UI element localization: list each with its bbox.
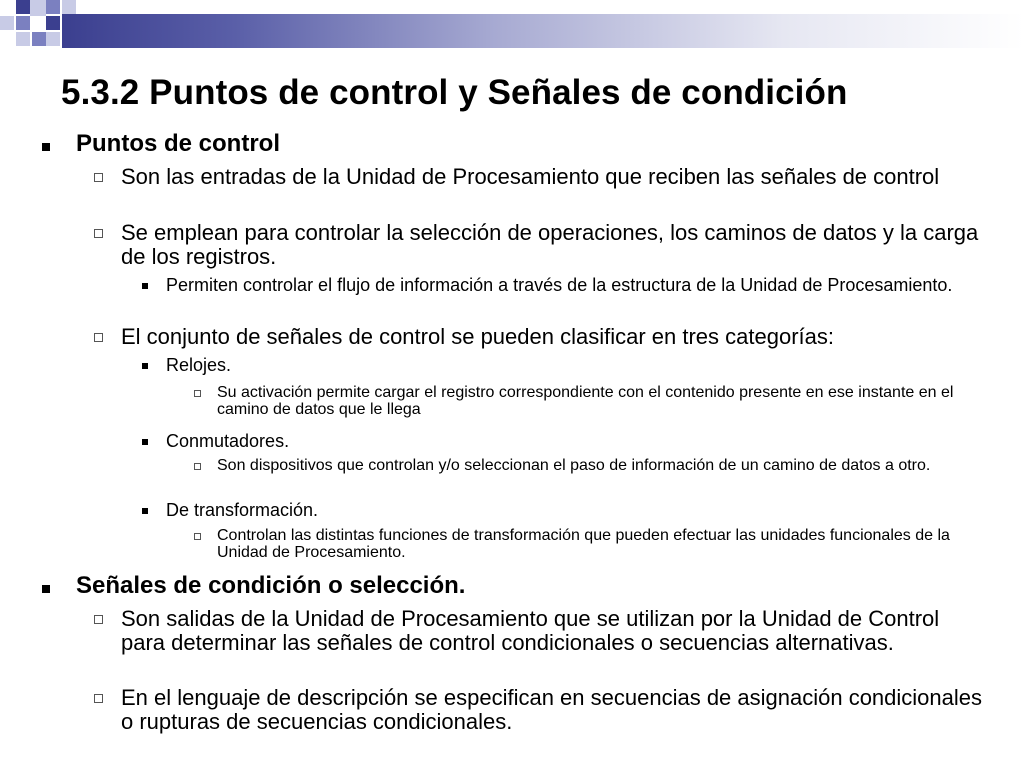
header-gradient-bar	[62, 14, 1024, 48]
decor-square	[30, 0, 46, 16]
bullet-text: En el lenguaje de descripción se especifican en secuencias de asignación condicionales o rupturas de secuencias condicionales.	[121, 685, 983, 734]
decor-square	[46, 16, 60, 30]
decor-square	[46, 0, 60, 14]
filled-square-bullet-icon	[42, 585, 50, 593]
decor-square	[16, 16, 30, 30]
filled-square-bullet-icon	[142, 439, 148, 445]
filled-square-bullet-icon	[142, 363, 148, 369]
bullet-text: Permiten controlar el flujo de información a través de la estructura de la Unidad de Procesamiento.	[166, 275, 953, 295]
bullet-text: Se emplean para controlar la selección de operaciones, los caminos de datos y la carga de los registros.	[121, 220, 979, 269]
decor-square	[16, 32, 30, 46]
decor-square	[0, 16, 14, 30]
hollow-square-bullet-icon	[94, 229, 103, 238]
hollow-square-bullet-icon	[194, 533, 201, 540]
decor-square	[46, 32, 60, 46]
bullet-text: De transformación.	[166, 500, 319, 520]
hollow-square-bullet-icon	[94, 615, 103, 624]
hollow-square-bullet-icon	[94, 694, 103, 703]
hollow-square-bullet-icon	[94, 333, 103, 342]
bullet-text: Son salidas de la Unidad de Procesamiento que se utilizan por la Unidad de Control para determinar las señales de control condicionales o secuencias alternativas.	[121, 606, 940, 655]
hollow-square-bullet-icon	[94, 173, 103, 182]
bullet-text: Controlan las distintas funciones de transformación que pueden efectuar las unidades funcionales de la Unidad de Procesamiento.	[217, 527, 950, 561]
bullet-text: Son las entradas de la Unidad de Procesamiento que reciben las señales de control	[121, 164, 940, 189]
bullet-text: Conmutadores.	[166, 431, 290, 451]
bullet-text: Puntos de control	[76, 130, 280, 157]
filled-square-bullet-icon	[142, 508, 148, 514]
decor-square	[16, 0, 30, 14]
bullet-text: El conjunto de señales de control se pueden clasificar en tres categorías:	[121, 324, 834, 349]
header-decoration	[0, 0, 1024, 70]
bullet-text: Son dispositivos que controlan y/o seleccionan el paso de información de un camino de datos a otro.	[217, 457, 931, 474]
hollow-square-bullet-icon	[194, 390, 201, 397]
decor-square	[62, 0, 76, 14]
bullet-text: Relojes.	[166, 355, 232, 375]
bullet-text: Su activación permite cargar el registro correspondiente con el contenido presente en ese instante en el camino de datos que le llega	[217, 384, 954, 418]
filled-square-bullet-icon	[42, 143, 50, 151]
bullet-text: Señales de condición o selección.	[76, 572, 466, 599]
decor-square	[32, 32, 46, 46]
slide-title: 5.3.2 Puntos de control y Señales de condición	[61, 73, 848, 112]
filled-square-bullet-icon	[142, 283, 148, 289]
hollow-square-bullet-icon	[194, 463, 201, 470]
